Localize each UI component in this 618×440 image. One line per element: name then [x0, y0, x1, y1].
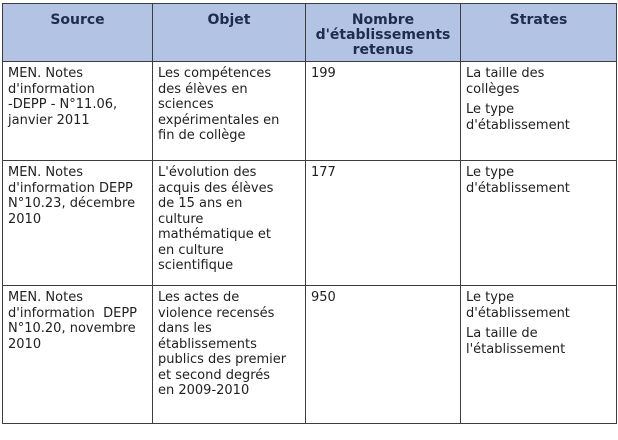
header-strates: Strates: [461, 4, 617, 62]
table-row: [3, 286, 617, 424]
cell-line: d'établissement: [466, 305, 570, 321]
strate-item: [466, 102, 612, 133]
cell-line: l'établissement: [466, 341, 566, 357]
cell-line: La taille de: [466, 326, 538, 341]
cell-line: Le type: [466, 102, 515, 117]
cell-line: mathématique et: [158, 227, 272, 242]
cell-line: Les compétences: [158, 66, 272, 81]
strate-item: [466, 66, 612, 97]
cell-line: scientifique: [158, 258, 234, 273]
cell-line: MEN. Notes: [8, 165, 83, 180]
cell-line: d'information DEPP: [8, 305, 138, 321]
cell-line: d'information DEPP: [8, 180, 133, 196]
cell-line: MEN. Notes: [8, 290, 83, 305]
table-row: [3, 161, 617, 286]
table-row: [3, 62, 617, 161]
cell-line: acquis des élèves: [158, 180, 274, 196]
cell-line: La taille des: [466, 66, 545, 81]
cell-line: sciences: [158, 97, 214, 112]
header-source: Source: [3, 4, 153, 62]
cell-line: L'évolution des: [158, 165, 257, 180]
header-objet: Objet: [153, 4, 306, 62]
cell-strates: [461, 286, 617, 424]
cell-line: et second degrés: [158, 367, 271, 383]
cell-line: de 15 ans en: [158, 196, 243, 211]
cell-line: expérimentales en: [158, 112, 280, 128]
cell-line: fin de collège: [158, 128, 246, 143]
cell-source: [3, 62, 153, 161]
cell-line: des élèves en: [158, 81, 248, 97]
cell-line: violence recensés: [158, 305, 275, 321]
cell-nombre: 177: [306, 161, 461, 286]
cell-line: dans les: [158, 321, 212, 336]
cell-objet: [153, 161, 306, 286]
strate-item: [466, 326, 612, 357]
cell-source: [3, 286, 153, 424]
cell-line: Le type: [466, 290, 515, 305]
cell-line: d'information: [8, 81, 95, 97]
cell-source: [3, 161, 153, 286]
header-row: [3, 4, 617, 62]
cell-line: établissements: [158, 336, 257, 352]
cell-line: -DEPP - N°11.06,: [8, 97, 118, 112]
cell-line: N°10.23, décembre: [8, 196, 136, 211]
cell-line: Les actes de: [158, 290, 240, 305]
cell-nombre: 199: [306, 62, 461, 161]
strate-item: [466, 290, 612, 321]
cell-line: N°10.20, novembre: [8, 321, 136, 336]
cell-line: publics des premier: [158, 352, 287, 367]
cell-line: collèges: [466, 81, 520, 97]
cell-line: janvier 2011: [8, 112, 90, 128]
cell-line: d'établissement: [466, 180, 570, 196]
study-sources-table: [2, 3, 617, 424]
cell-strates: [461, 62, 617, 161]
cell-objet: [153, 62, 306, 161]
cell-line: d'établissement: [466, 117, 570, 133]
cell-line: Le type: [466, 165, 515, 180]
strate-item: [466, 165, 612, 196]
header-nombre: Nombre d'établissements retenus: [306, 4, 461, 62]
cell-line: 2010: [8, 211, 42, 227]
cell-line: 2010: [8, 336, 42, 352]
cell-line: culture: [158, 211, 204, 227]
cell-line: en culture: [158, 242, 224, 258]
cell-line: MEN. Notes: [8, 66, 83, 81]
cell-strates: [461, 161, 617, 286]
cell-nombre: 950: [306, 286, 461, 424]
cell-line: en 2009-2010: [158, 383, 250, 398]
cell-objet: [153, 286, 306, 424]
